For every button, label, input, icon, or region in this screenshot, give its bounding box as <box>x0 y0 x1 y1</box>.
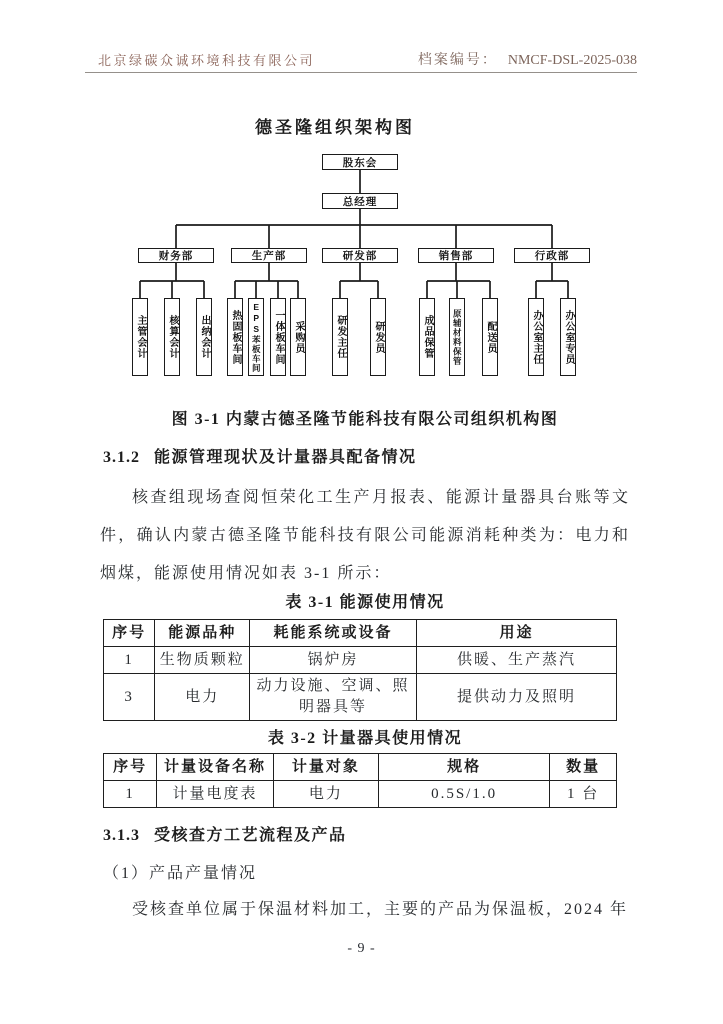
table-row <box>104 781 617 808</box>
cell: 动力设施、空调、照明器具等 <box>250 674 417 721</box>
section-number: 3.1.2 <box>103 449 140 466</box>
org-box-position: 办公室主任 <box>528 298 544 376</box>
cell: 3 <box>104 674 155 721</box>
cell: 0.5S/1.0 <box>378 781 549 808</box>
archive-label: 档案编号： <box>417 53 498 68</box>
table32-title: 表 3-2 计量器具使用情况 <box>267 730 463 747</box>
table-header-row <box>104 620 617 647</box>
org-box-position: 成品保管 <box>419 298 435 376</box>
org-box-dept-rnd: 研发部 <box>322 248 398 263</box>
table-row <box>104 647 617 674</box>
orgchart-title: 德圣隆组织架构图 <box>255 118 415 137</box>
archive-value: NMCF-DSL-2025-038 <box>507 53 637 68</box>
col-header: 用途 <box>416 620 616 647</box>
org-box-position: 一体板车间 <box>270 298 286 376</box>
table-metering-devices <box>103 753 617 808</box>
org-box-manager: 总经理 <box>322 193 398 209</box>
col-header: 序号 <box>104 754 157 781</box>
cell: 提供动力及照明 <box>416 674 616 721</box>
col-header: 计量设备名称 <box>157 754 273 781</box>
org-box-root: 股东会 <box>322 154 398 170</box>
org-box-dept-sales: 销售部 <box>418 248 494 263</box>
section-title: 能源管理现状及计量器具配备情况 <box>154 449 417 466</box>
col-header: 序号 <box>104 620 155 647</box>
org-box-dept-production: 生产部 <box>231 248 307 263</box>
table-header-row <box>104 754 617 781</box>
table-row <box>104 674 617 721</box>
org-box-position: 核算会计 <box>164 298 180 376</box>
org-box-position: 热固板车间 <box>227 298 243 376</box>
org-box-position: EPS苯板车间 <box>248 298 264 376</box>
paragraph-energy-overview: 核查组现场查阅恒荣化工生产月报表、能源计量器具台账等文件，确认内蒙古德圣隆节能科技有限公司能源消耗种类为：电力和烟煤，能源使用情况如表 3-1 所示： <box>100 489 630 582</box>
table-energy-use <box>103 619 617 721</box>
cell: 锅炉房 <box>250 647 417 674</box>
paragraph-product: 受核查单位属于保温材料加工，主要的产品为保温板，2024 年 <box>132 901 629 918</box>
figure-caption: 图 3-1 内蒙古德圣隆节能科技有限公司组织机构图 <box>171 411 559 428</box>
col-header: 能源品种 <box>155 620 250 647</box>
cell: 电力 <box>273 781 378 808</box>
org-box-dept-admin: 行政部 <box>514 248 590 263</box>
header-divider <box>85 72 637 73</box>
col-header: 计量对象 <box>273 754 378 781</box>
cell: 生物质颗粒 <box>155 647 250 674</box>
header-company-name: 北京绿碳众诚环境科技有限公司 <box>98 53 316 68</box>
org-box-position: 采购员 <box>290 298 306 376</box>
cell: 计量电度表 <box>157 781 273 808</box>
cell: 1 <box>104 781 157 808</box>
cell: 1 台 <box>550 781 617 808</box>
section-heading-313 <box>103 822 347 845</box>
col-header: 数量 <box>550 754 617 781</box>
section-heading-312 <box>103 444 417 467</box>
org-box-position: 原辅材料保管 <box>449 298 465 376</box>
col-header: 规格 <box>378 754 549 781</box>
header-archive-number <box>418 49 637 69</box>
cell: 1 <box>104 647 155 674</box>
section-number: 3.1.3 <box>103 827 140 844</box>
orgchart <box>95 148 640 398</box>
list-item-product-output: （1）产品产量情况 <box>103 865 258 882</box>
page-number: - 9 - <box>347 941 376 956</box>
col-header: 耗能系统或设备 <box>250 620 417 647</box>
table31-title: 表 3-1 能源使用情况 <box>285 594 445 611</box>
org-box-position: 办公室专员 <box>560 298 576 376</box>
org-box-position: 主管会计 <box>132 298 148 376</box>
cell: 供暖、生产蒸汽 <box>416 647 616 674</box>
section-title: 受核查方工艺流程及产品 <box>154 827 347 844</box>
cell: 电力 <box>155 674 250 721</box>
org-box-position: 出纳会计 <box>196 298 212 376</box>
org-box-dept-finance: 财务部 <box>138 248 214 263</box>
org-box-position: 研发主任 <box>332 298 348 376</box>
org-box-position: 配送员 <box>482 298 498 376</box>
org-box-position: 研发员 <box>370 298 386 376</box>
